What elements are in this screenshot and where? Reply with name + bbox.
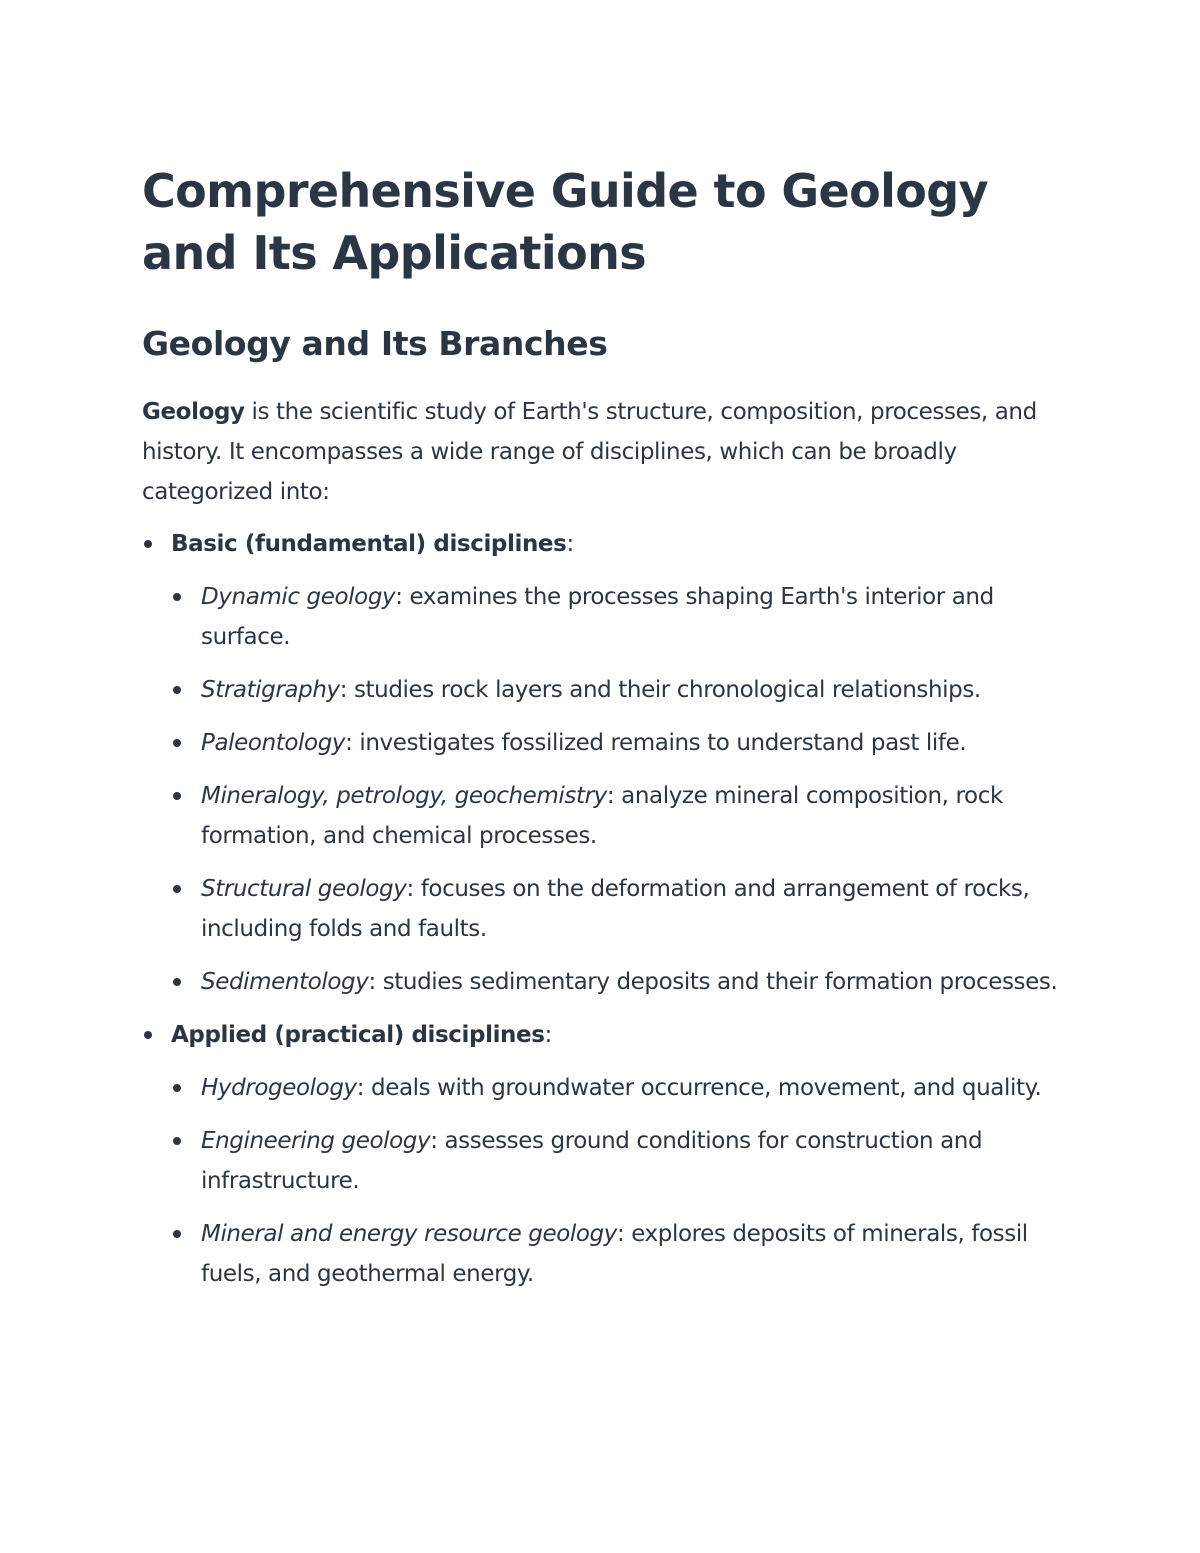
discipline-term: Hydrogeology — [201, 1075, 357, 1101]
discipline-desc: : examines the processes shaping Earth's interior and surface. — [201, 584, 994, 650]
group-basic — [142, 524, 1072, 1002]
group-label: Basic (fundamental) disciplines — [171, 531, 567, 557]
group-label-suffix: : — [544, 1022, 552, 1048]
applied-disciplines-list — [171, 1068, 1072, 1294]
discipline-desc: : deals with groundwater occurrence, movement, and quality. — [356, 1075, 1042, 1101]
list-item — [171, 1068, 1072, 1108]
group-applied — [142, 1015, 1072, 1294]
list-item — [171, 670, 1072, 710]
list-item — [171, 869, 1072, 949]
discipline-term: Mineral and energy resource geology — [201, 1221, 617, 1247]
discipline-desc: : assesses ground conditions for construction and infrastructure. — [201, 1128, 983, 1194]
discipline-desc: : studies sedimentary deposits and their formation processes. — [368, 969, 1058, 995]
intro-paragraph — [142, 392, 1072, 512]
discipline-term: Paleontology — [201, 730, 346, 756]
document-page — [142, 160, 1072, 1307]
document-title: Comprehensive Guide to Geology and Its Applications — [142, 164, 989, 280]
list-item — [171, 577, 1072, 657]
section-heading: Geology and Its Branches — [142, 324, 608, 363]
discipline-desc: : explores deposits of minerals, fossil fuels, and geothermal energy. — [201, 1221, 1028, 1287]
discipline-desc: : focuses on the deformation and arrangement of rocks, including folds and faults. — [201, 876, 1030, 942]
list-item — [171, 1121, 1072, 1201]
discipline-term: Stratigraphy — [201, 677, 340, 703]
list-item — [171, 723, 1072, 763]
group-label: Applied (practical) disciplines — [171, 1022, 545, 1048]
discipline-term: Dynamic geology — [201, 584, 396, 610]
discipline-term: Structural geology — [201, 876, 407, 902]
intro-term: Geology — [142, 399, 245, 425]
list-item — [171, 962, 1072, 1002]
discipline-term: Sedimentology — [201, 969, 369, 995]
intro-text: is the scientific study of Earth's structure, composition, processes, and history. It encompasses a wide range of disciplines, which can be broadly categorized into: — [142, 399, 1037, 505]
discipline-groups-list — [142, 524, 1072, 1294]
list-item — [171, 776, 1072, 856]
discipline-desc: : investigates fossilized remains to understand past life. — [345, 730, 967, 756]
group-label-suffix: : — [566, 531, 574, 557]
basic-disciplines-list — [171, 577, 1072, 1002]
discipline-term: Engineering geology — [201, 1128, 431, 1154]
discipline-term: Mineralogy, petrology, geochemistry — [201, 783, 607, 809]
discipline-desc: : analyze mineral composition, rock formation, and chemical processes. — [201, 783, 1003, 849]
discipline-desc: : studies rock layers and their chronological relationships. — [339, 677, 981, 703]
list-item — [171, 1214, 1072, 1294]
